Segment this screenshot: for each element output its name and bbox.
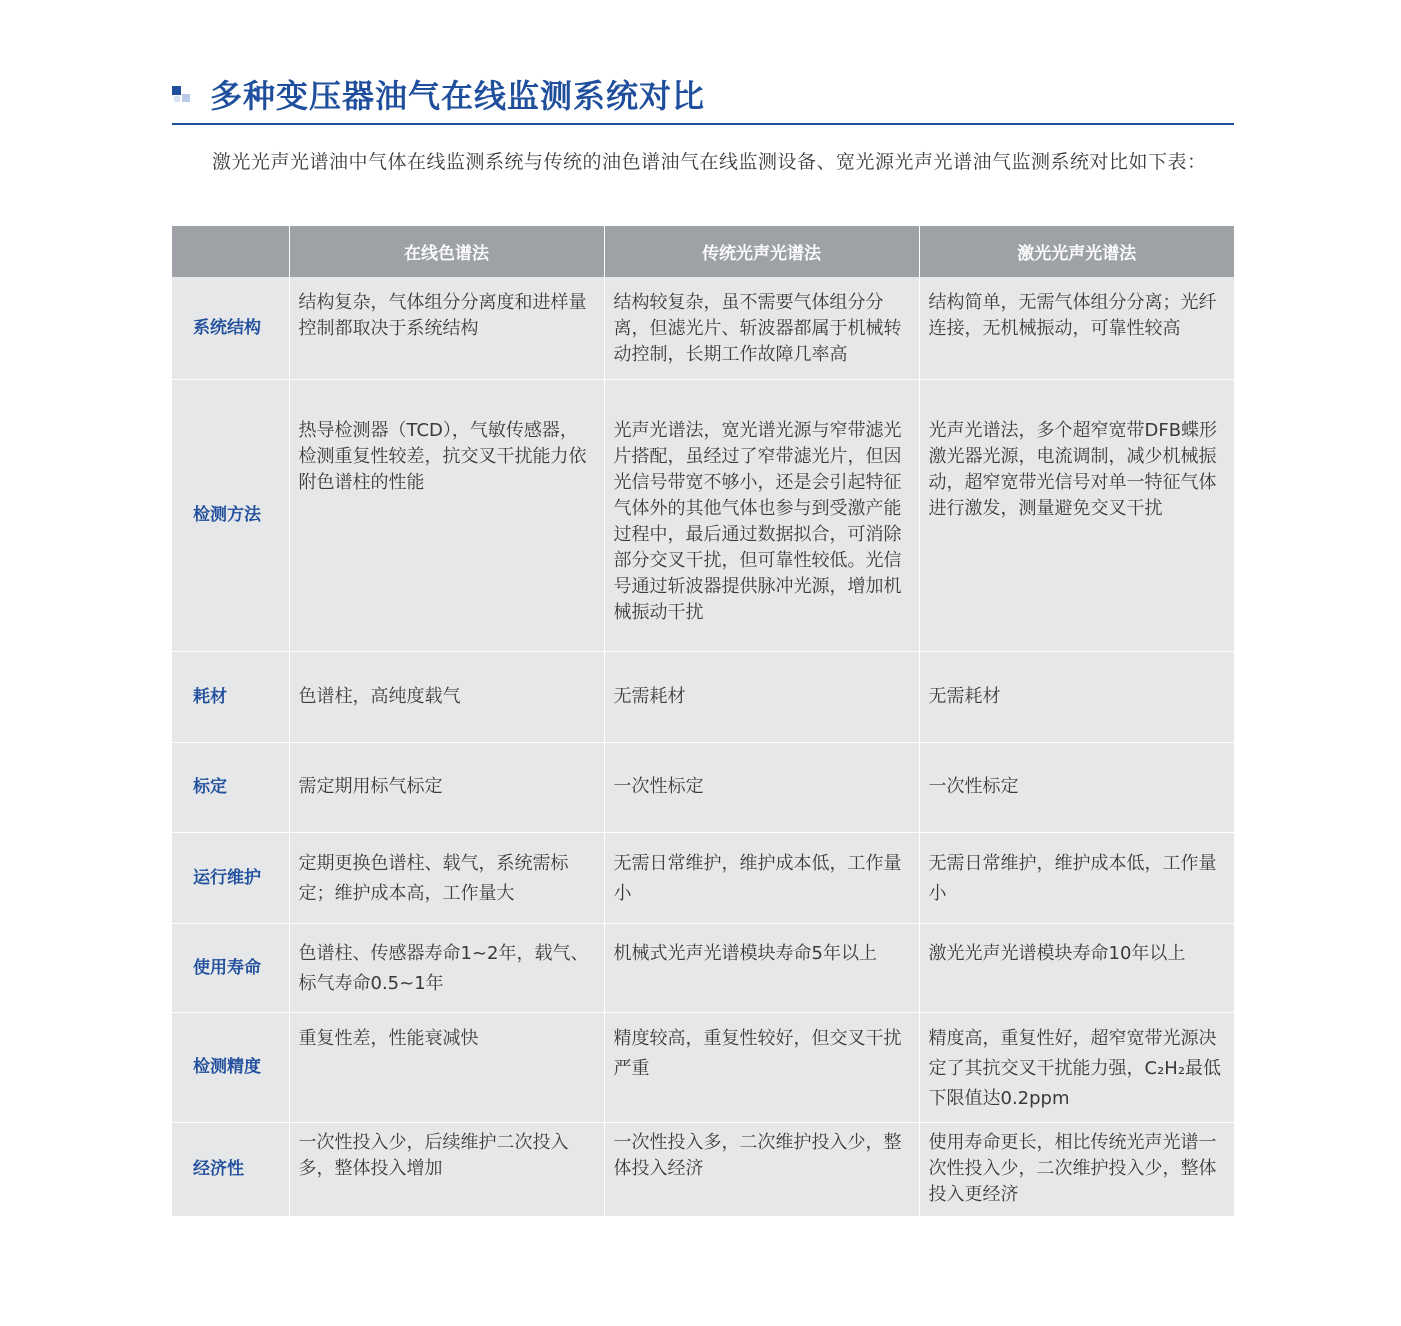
table-cell: 一次性投入多，二次维护投入少，整体投入经济 [604,1122,919,1216]
table-cell: 精度较高，重复性较好，但交叉干扰严重 [604,1012,919,1122]
table-cell: 机械式光声光谱模块寿命5年以上 [604,923,919,1012]
table-row [172,277,1234,379]
table-cell: 需定期用标气标定 [289,742,604,832]
row-label: 耗材 [172,651,289,742]
page-title: 多种变压器油气在线监测系统对比 [210,77,706,115]
table-cell: 一次性投入少，后续维护二次投入多，整体投入增加 [289,1122,604,1216]
table-cell: 结构复杂，气体组分分离度和进样量控制都取决于系统结构 [289,277,604,379]
table-cell: 无需耗材 [919,651,1234,742]
table-cell: 精度高，重复性好，超窄宽带光源决定了其抗交叉干扰能力强，C₂H₂最低下限值达0.2ppm [919,1012,1234,1122]
table-cell: 一次性标定 [604,742,919,832]
table-row [172,1012,1234,1122]
table-row [172,379,1234,651]
header-traditional-photoacoustic: 传统光声光谱法 [604,226,919,277]
table-cell: 一次性标定 [919,742,1234,832]
header-laser-photoacoustic: 激光光声光谱法 [919,226,1234,277]
row-label: 检测方法 [172,379,289,651]
title-row [172,74,1234,114]
header-corner [172,226,289,277]
table-row [172,1122,1234,1216]
table-row [172,923,1234,1012]
table-row [172,832,1234,923]
section-header [172,74,1234,125]
table-cell: 无需日常维护，维护成本低，工作量小 [604,832,919,923]
table-cell: 色谱柱，高纯度载气 [289,651,604,742]
table-cell: 热导检测器（TCD），气敏传感器，检测重复性较差，抗交叉干扰能力依附色谱柱的性能 [289,379,604,651]
table-cell: 激光光声光谱模块寿命10年以上 [919,923,1234,1012]
row-label: 系统结构 [172,277,289,379]
row-label: 经济性 [172,1122,289,1216]
title-divider [172,123,1234,125]
table-cell: 使用寿命更长，相比传统光声光谱一次性投入少，二次维护投入少，整体投入更经济 [919,1122,1234,1216]
table-cell: 结构较复杂，虽不需要气体组分分离，但滤光片、斩波器都属于机械转动控制，长期工作故障几率高 [604,277,919,379]
table-cell: 光声光谱法，多个超窄宽带DFB蝶形激光器光源，电流调制，减少机械振动，超窄宽带光信号对单一特征气体进行激发，测量避免交叉干扰 [919,379,1234,651]
table-cell: 色谱柱、传感器寿命1~2年，载气、标气寿命0.5~1年 [289,923,604,1012]
table-cell: 定期更换色谱柱、载气，系统需标定；维护成本高，工作量大 [289,832,604,923]
table-cell: 结构简单，无需气体组分分离；光纤连接，无机械振动，可靠性较高 [919,277,1234,379]
table-header-row [172,226,1234,277]
table-cell: 无需耗材 [604,651,919,742]
table-cell: 光声光谱法，宽光谱光源与窄带滤光片搭配，虽经过了窄带滤光片，但因光信号带宽不够小，还是会引起特征气体外的其他气体也参与到受激产能过程中，最后通过数据拟合，可消除部分交叉干扰，但可靠性较低。光信号通过斩波器提供脉冲光源，增加机械振动干扰 [604,379,919,651]
table-row [172,742,1234,832]
row-label: 标定 [172,742,289,832]
comparison-table [172,226,1234,1217]
table-cell: 无需日常维护，维护成本低，工作量小 [919,832,1234,923]
table-row [172,651,1234,742]
row-label: 使用寿命 [172,923,289,1012]
squares-bullet-icon [172,82,194,106]
intro-paragraph: 激光光声光谱油中气体在线监测系统与传统的油色谱油气在线监测设备、宽光源光声光谱油气监测系统对比如下表： [212,151,1207,173]
header-online-chromatography: 在线色谱法 [289,226,604,277]
row-label: 运行维护 [172,832,289,923]
row-label: 检测精度 [172,1012,289,1122]
table-cell: 重复性差，性能衰减快 [289,1012,604,1122]
